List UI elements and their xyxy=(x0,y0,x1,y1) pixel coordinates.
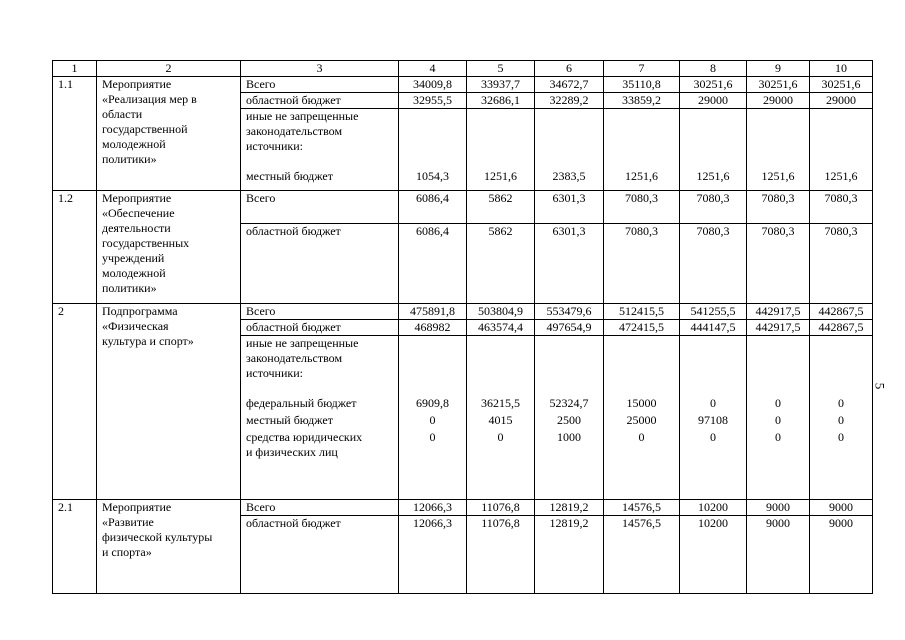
value-cell: 15000 25000 0 xyxy=(604,336,680,500)
value-cell: 497654,9 xyxy=(535,320,604,336)
value-cell: 442867,5 xyxy=(810,320,873,336)
source-label: иные не запрещенные законодательством источники: местный бюджет xyxy=(241,109,399,191)
value-cell: 6301,3 xyxy=(535,224,604,304)
page-number: 5 xyxy=(872,382,888,390)
value-cell: 2383,5 xyxy=(535,109,604,191)
value-cell: 468982 xyxy=(399,320,467,336)
value-cell: 12819,2 xyxy=(535,500,604,516)
value-cell: 14576,5 xyxy=(604,516,680,594)
row-name: Мероприятие «Обеспечение деятельности государственных учреждений молодежной политики» xyxy=(97,191,241,304)
row-code: 1.2 xyxy=(53,191,97,304)
value-cell: 6086,4 xyxy=(399,224,467,304)
value-cell: 30251,6 xyxy=(747,77,810,93)
header-cell: 8 xyxy=(680,61,747,77)
value-cell: 14576,5 xyxy=(604,500,680,516)
value-cell: 475891,8 xyxy=(399,304,467,320)
value-cell: 33937,7 xyxy=(467,77,535,93)
value-cell: 6086,4 xyxy=(399,191,467,224)
row-code: 2 xyxy=(53,304,97,500)
value-cell: 503804,9 xyxy=(467,304,535,320)
value-cell: 10200 xyxy=(680,516,747,594)
value-cell: 553479,6 xyxy=(535,304,604,320)
value-cell: 34009,8 xyxy=(399,77,467,93)
row-code: 2.1 xyxy=(53,500,97,594)
source-label: областной бюджет xyxy=(241,93,399,109)
value-cell: 29000 xyxy=(680,93,747,109)
value-cell: 7080,3 xyxy=(747,224,810,304)
value-cell: 52324,7 2500 1000 xyxy=(535,336,604,500)
value-cell: 7080,3 xyxy=(810,191,873,224)
value-cell: 29000 xyxy=(810,93,873,109)
header-cell: 3 xyxy=(241,61,399,77)
value-cell: 444147,5 xyxy=(680,320,747,336)
source-label: Всего xyxy=(241,77,399,93)
value-cell: 6301,3 xyxy=(535,191,604,224)
value-cell: 12066,3 xyxy=(399,500,467,516)
value-cell: 30251,6 xyxy=(810,77,873,93)
value-cell: 7080,3 xyxy=(810,224,873,304)
value-cell: 11076,8 xyxy=(467,500,535,516)
value-cell: 442917,5 xyxy=(747,304,810,320)
value-cell: 1251,6 xyxy=(747,109,810,191)
value-cell: 1251,6 xyxy=(604,109,680,191)
source-label: областной бюджет xyxy=(241,320,399,336)
value-cell: 0 97108 0 xyxy=(680,336,747,500)
value-cell: 472415,5 xyxy=(604,320,680,336)
value-cell: 5862 xyxy=(467,224,535,304)
table-row xyxy=(53,191,873,224)
table-row xyxy=(53,304,873,320)
value-cell: 442917,5 xyxy=(747,320,810,336)
table-row xyxy=(53,500,873,516)
header-cell: 2 xyxy=(97,61,241,77)
value-cell: 9000 xyxy=(810,500,873,516)
value-cell: 7080,3 xyxy=(747,191,810,224)
header-cell: 10 xyxy=(810,61,873,77)
value-cell: 463574,4 xyxy=(467,320,535,336)
value-cell: 512415,5 xyxy=(604,304,680,320)
row-name: Мероприятие «Реализация мер в области государственной молодежной политики» xyxy=(97,77,241,191)
value-cell: 29000 xyxy=(747,93,810,109)
value-cell: 12066,3 xyxy=(399,516,467,594)
value-cell: 1251,6 xyxy=(680,109,747,191)
source-label: Всего xyxy=(241,304,399,320)
header-cell: 5 xyxy=(467,61,535,77)
value-cell: 30251,6 xyxy=(680,77,747,93)
value-cell: 7080,3 xyxy=(604,224,680,304)
value-cell: 6909,8 0 0 xyxy=(399,336,467,500)
value-cell: 1054,3 xyxy=(399,109,467,191)
value-cell: 5862 xyxy=(467,191,535,224)
value-cell: 7080,3 xyxy=(680,224,747,304)
header-cell: 7 xyxy=(604,61,680,77)
value-cell: 10200 xyxy=(680,500,747,516)
source-label: Всего xyxy=(241,191,399,224)
value-cell: 1251,6 xyxy=(810,109,873,191)
value-cell: 32289,2 xyxy=(535,93,604,109)
value-cell: 0 0 0 xyxy=(810,336,873,500)
budget-table xyxy=(52,60,873,594)
header-cell: 4 xyxy=(399,61,467,77)
header-row xyxy=(53,61,873,77)
source-label: областной бюджет xyxy=(241,516,399,594)
value-cell: 12819,2 xyxy=(535,516,604,594)
value-cell: 442867,5 xyxy=(810,304,873,320)
row-code: 1.1 xyxy=(53,77,97,191)
row-name: Подпрограмма «Физическая культура и спорт» xyxy=(97,304,241,500)
source-label: областной бюджет xyxy=(241,224,399,304)
value-cell: 9000 xyxy=(747,500,810,516)
table-row xyxy=(53,77,873,93)
value-cell: 541255,5 xyxy=(680,304,747,320)
value-cell: 36215,5 4015 0 xyxy=(467,336,535,500)
value-cell: 32686,1 xyxy=(467,93,535,109)
value-cell: 7080,3 xyxy=(680,191,747,224)
value-cell: 7080,3 xyxy=(604,191,680,224)
value-cell: 9000 xyxy=(810,516,873,594)
header-cell: 1 xyxy=(53,61,97,77)
value-cell: 0 0 0 xyxy=(747,336,810,500)
source-label: иные не запрещенные законодательством источники: федеральный бюджет местный бюджет средства юридических и физических лиц xyxy=(241,336,399,500)
source-label: Всего xyxy=(241,500,399,516)
header-cell: 6 xyxy=(535,61,604,77)
value-cell: 1251,6 xyxy=(467,109,535,191)
value-cell: 34672,7 xyxy=(535,77,604,93)
value-cell: 33859,2 xyxy=(604,93,680,109)
value-cell: 9000 xyxy=(747,516,810,594)
value-cell: 11076,8 xyxy=(467,516,535,594)
value-cell: 32955,5 xyxy=(399,93,467,109)
value-cell: 35110,8 xyxy=(604,77,680,93)
row-name: Мероприятие «Развитие физической культуры и спорта» xyxy=(97,500,241,594)
header-cell: 9 xyxy=(747,61,810,77)
